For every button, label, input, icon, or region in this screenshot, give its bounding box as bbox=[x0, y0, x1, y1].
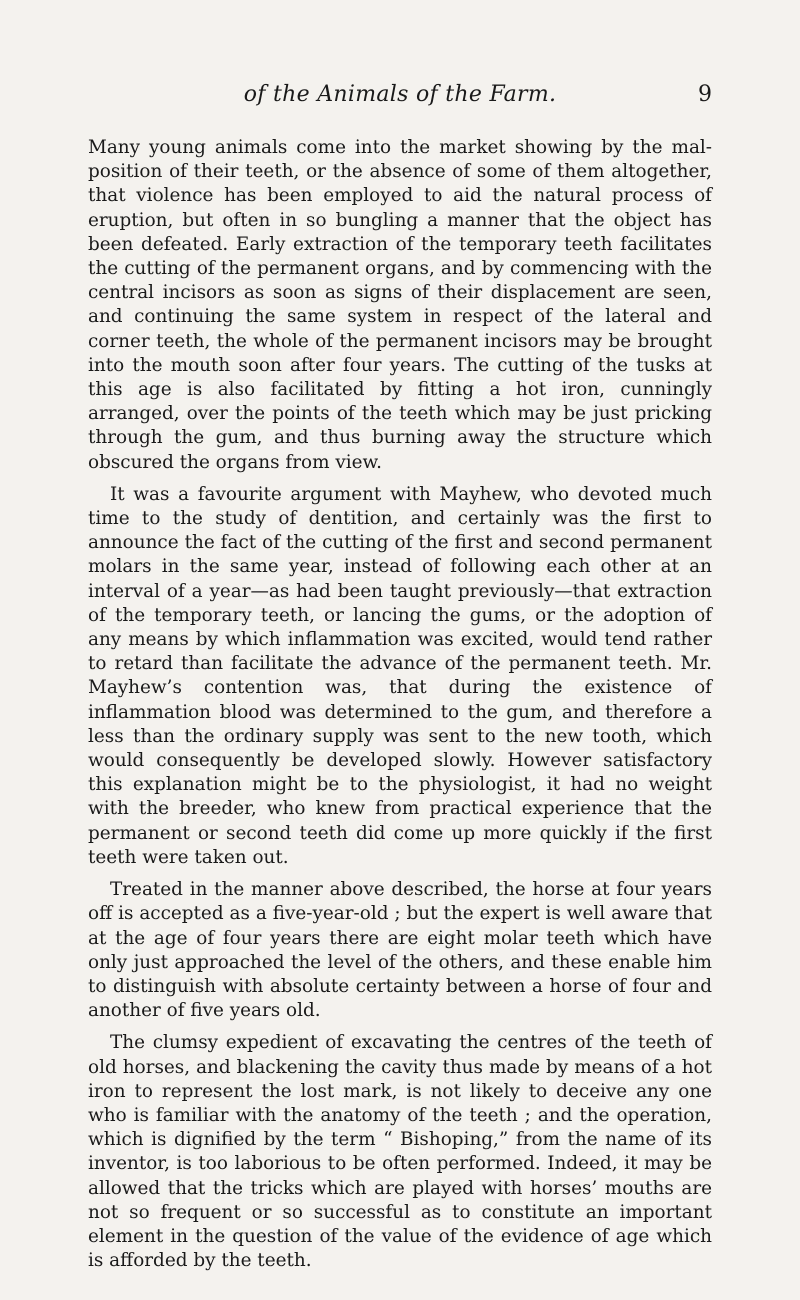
paragraph: It was a favourite argument with Mayhew, who devoted much time to the study of dentition, and certainly was the first to announce the fact of the cutting of the first and second permanent molars in the same year, instead of following each other at an interval of a year—as had been taught previously—that extraction of the temporary teeth, or lancing the gums, or the adoption of any means by which inflammation was excited, would tend rather to retard than facilitate the advance of the permanent teeth. Mr. Mayhew’s contention was, that during the existence of inflammation blood was determined to the gum, and therefore a less than the ordinary supply was sent to the new tooth, which would consequently be developed slowly. However satisfactory this explanation might be to the physiologist, it had no weight with the breeder, who knew from practical experience that the permanent or second teeth did come up more quickly if the first teeth were taken out. bbox=[88, 483, 712, 868]
page-header bbox=[88, 82, 712, 114]
page-body bbox=[88, 136, 712, 1281]
paragraph: The clumsy expedient of excavating the centres of the teeth of old horses, and blackening the cavity thus made by means of a hot iron to represent the lost mark, is not likely to deceive any one who is familiar with the anatomy of the teeth ; and the operation, which is dignified by the term “ Bishoping,” from the name of its inventor, is too laborious to be often performed. Indeed, it may be allowed that the tricks which are played with horses’ mouths are not so frequent or so successful as to constitute an important element in the question of the value of the evidence of age which is afforded by the teeth. bbox=[88, 1032, 712, 1272]
page-number: 9 bbox=[698, 82, 712, 107]
running-title: of the Animals of the Farm. bbox=[243, 82, 557, 107]
paragraph: Many young animals come into the market showing by the mal-position of their teeth, or the absence of some of them altogether, that violence has been employed to aid the natural process of eruption, but often in so bungling a manner that the object has been defeated. Early extraction of the temporary teeth facilitates the cutting of the permanent organs, and by commencing with the central incisors as soon as signs of their displacement are seen, and continuing the same system in respect of the lateral and corner teeth, the whole of the permanent incisors may be brought into the mouth soon after four years. The cutting of the tusks at this age is also facilitated by fitting a hot iron, cunningly arranged, over the points of the teeth which may be just pricking through the gum, and thus burning away the structure which obscured the organs from view. bbox=[88, 137, 712, 473]
paragraph: Treated in the manner above described, the horse at four years off is accepted as a five-year-old ; but the expert is well aware that at the age of four years there are eight molar teeth which have only just approached the level of the others, and these enable him to distinguish with absolute certainty between a horse of four and another of five years old. bbox=[88, 879, 712, 1022]
